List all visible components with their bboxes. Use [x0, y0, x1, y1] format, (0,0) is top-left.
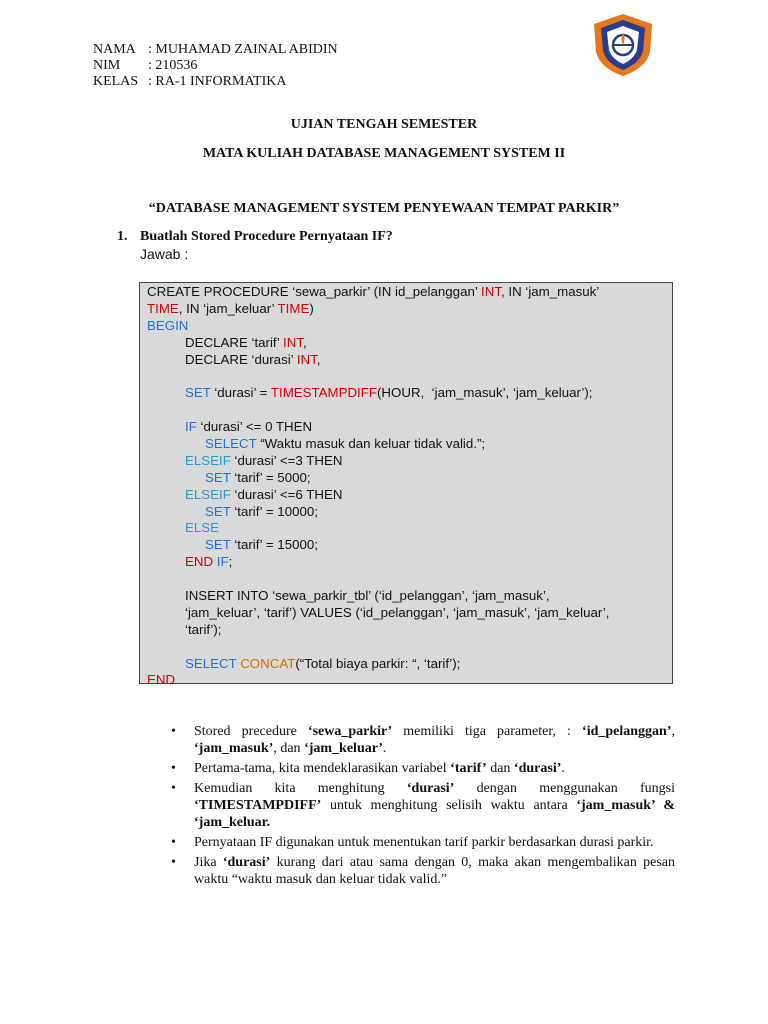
- text: Pertama-tama, kita mendeklarasikan variabel: [194, 761, 451, 776]
- info-label: KELAS: [93, 74, 139, 89]
- code-token: IF: [213, 554, 229, 570]
- list-item: • Pernyataan IF digunakan untuk menentukan tarif parkir berdasarkan durasi parkir.: [171, 834, 675, 851]
- text-bold: ‘tarif’: [450, 761, 487, 776]
- code-line: [147, 385, 672, 402]
- code-line: [147, 554, 672, 571]
- code-line: BEGIN: [147, 317, 189, 333]
- student-info: [93, 42, 338, 90]
- code-token: (“Total biaya parkir: “, ‘tarif’);: [295, 655, 461, 671]
- info-label: NIM: [93, 58, 121, 73]
- question: [117, 229, 393, 245]
- text: Jika: [194, 855, 223, 870]
- code-token: ‘durasi’ <=6 THEN: [230, 486, 343, 502]
- text: memiliki tiga parameter, :: [392, 724, 583, 739]
- code-token: IF: [185, 419, 197, 435]
- info-row-nim: [93, 58, 338, 74]
- info-row-kelas: [93, 74, 338, 90]
- code-token: SELECT: [185, 655, 237, 671]
- code-token: ELSEIF: [185, 452, 231, 468]
- text: kurang dari atau sama dengan 0, maka akan mengembalikan pesan waktu “waktu masuk dan keluar tidak valid.”: [194, 855, 675, 887]
- code-blank-line: [147, 368, 672, 385]
- answer-label: Jawab :: [140, 246, 189, 262]
- code-line: ‘tarif’);: [185, 621, 222, 637]
- info-value: : 210536: [148, 58, 198, 73]
- code-token: ‘durasi’ =: [210, 385, 271, 401]
- text-bold: ‘durasi’: [513, 761, 562, 776]
- info-label: NAMA: [93, 42, 136, 57]
- text: Kemudian kita menghitung: [194, 781, 407, 796]
- code-line: [147, 453, 672, 470]
- code-line: END: [147, 672, 176, 688]
- text-bold: ‘sewa_parkir’: [307, 724, 393, 739]
- code-token: ‘tarif’ = 10000;: [230, 503, 318, 519]
- code-blank-line: [147, 639, 672, 656]
- code-token: ELSEIF: [185, 486, 231, 502]
- code-line: [147, 504, 672, 521]
- code-line: [147, 419, 672, 436]
- text-bold: ‘durasi’: [222, 855, 271, 870]
- code-token: TIMESTAMPDIFF: [270, 385, 377, 401]
- code-token: ‘tarif’ = 5000;: [230, 469, 311, 485]
- text: dan: [486, 761, 514, 776]
- code-token: ‘durasi’ <= 0 THEN: [196, 419, 313, 435]
- code-token: , IN ‘jam_masuk’: [500, 284, 600, 299]
- code-token: CREATE PROCEDURE ‘sewa_parkir’ (IN id_pelanggan’: [147, 284, 482, 299]
- code-line: ELSE: [185, 520, 220, 536]
- code-line: INSERT INTO ‘sewa_parkir_tbl’ (‘id_pelanggan’, ‘jam_masuk’,: [185, 588, 550, 604]
- title-topic: “DATABASE MANAGEMENT SYSTEM PENYEWAAN TEMPAT PARKIR”: [148, 201, 620, 216]
- code-token: DECLARE ‘durasi’: [185, 351, 297, 367]
- question-number: 1.: [117, 229, 128, 244]
- text: untuk menghitung selisih waktu antara: [321, 798, 577, 813]
- title-mata-kuliah: MATA KULIAH DATABASE MANAGEMENT SYSTEM II: [202, 146, 566, 161]
- text: .: [382, 741, 387, 756]
- text-bold: ‘TIMESTAMPDIFF’: [194, 798, 322, 813]
- list-item: [171, 723, 675, 757]
- list-item: [171, 854, 675, 888]
- text: dengan menggunakan fungsi: [454, 781, 675, 796]
- text-bold: ‘durasi’: [406, 781, 455, 796]
- text-bold: ‘id_pelanggan’: [582, 724, 672, 739]
- code-token: CONCAT: [240, 655, 296, 671]
- university-shield-logo: [592, 12, 654, 78]
- text-bold: ‘jam_masuk’: [194, 741, 274, 756]
- text: ,: [671, 724, 675, 739]
- sql-code-block: [139, 282, 673, 688]
- text-bold: ‘jam_masuk’ & ‘jam_keluar.: [194, 798, 675, 830]
- code-token: ): [309, 300, 314, 316]
- code-token: SET: [205, 537, 231, 553]
- code-blank-line: [147, 571, 672, 588]
- code-token: INT: [296, 351, 317, 367]
- code-token: (HOUR, ‘jam_masuk’, ‘jam_keluar’);: [377, 385, 593, 401]
- code-token: TIME: [147, 300, 179, 316]
- code-token: SET: [205, 469, 231, 485]
- code-token: ‘tarif’ = 15000;: [230, 537, 318, 553]
- info-value: : MUHAMAD ZAINAL ABIDIN: [148, 42, 338, 57]
- code-token: SET: [185, 385, 211, 401]
- code-blank-line: [147, 402, 672, 419]
- code-line: [147, 487, 672, 504]
- code-token: SET: [205, 503, 231, 519]
- code-line: [147, 352, 672, 369]
- code-token: DECLARE ‘tarif’: [185, 334, 284, 350]
- text: Stored precedure: [194, 724, 308, 739]
- code-line: [147, 284, 672, 301]
- list-item: [171, 760, 675, 777]
- code-token: INT: [481, 284, 501, 299]
- code-token: “Waktu masuk dan keluar tidak valid.”;: [256, 436, 486, 452]
- code-line: ‘jam_keluar’, ‘tarif’) VALUES (‘id_pelanggan’, ‘jam_masuk’, ‘jam_keluar’,: [185, 604, 610, 620]
- question-text: Buatlah Stored Procedure Pernyataan IF?: [140, 229, 393, 244]
- code-token: END: [185, 554, 214, 570]
- list-item: [171, 780, 675, 831]
- code-token: SELECT: [205, 436, 257, 452]
- info-value: : RA-1 INFORMATIKA: [148, 74, 287, 89]
- code-line: [147, 436, 672, 453]
- code-token: TIME: [277, 300, 310, 316]
- title-ujian: UJIAN TENGAH SEMESTER: [290, 117, 478, 132]
- info-row-nama: [93, 42, 338, 58]
- code-token: ,: [302, 334, 307, 350]
- code-line: [147, 301, 672, 318]
- text: .: [561, 761, 565, 776]
- code-token: INT: [283, 334, 303, 350]
- code-token: , IN ‘jam_keluar’: [178, 300, 278, 316]
- code-line: [147, 470, 672, 487]
- code-line: [147, 335, 672, 352]
- text-bold: ‘jam_keluar’: [304, 741, 383, 756]
- code-token: ;: [228, 554, 233, 570]
- code-line: [147, 537, 672, 554]
- text: , dan: [273, 741, 305, 756]
- code-token: ,: [316, 351, 321, 367]
- code-token: ‘durasi’ <=3 THEN: [230, 452, 343, 468]
- explanation-list: [171, 723, 675, 891]
- code-line: [147, 656, 672, 673]
